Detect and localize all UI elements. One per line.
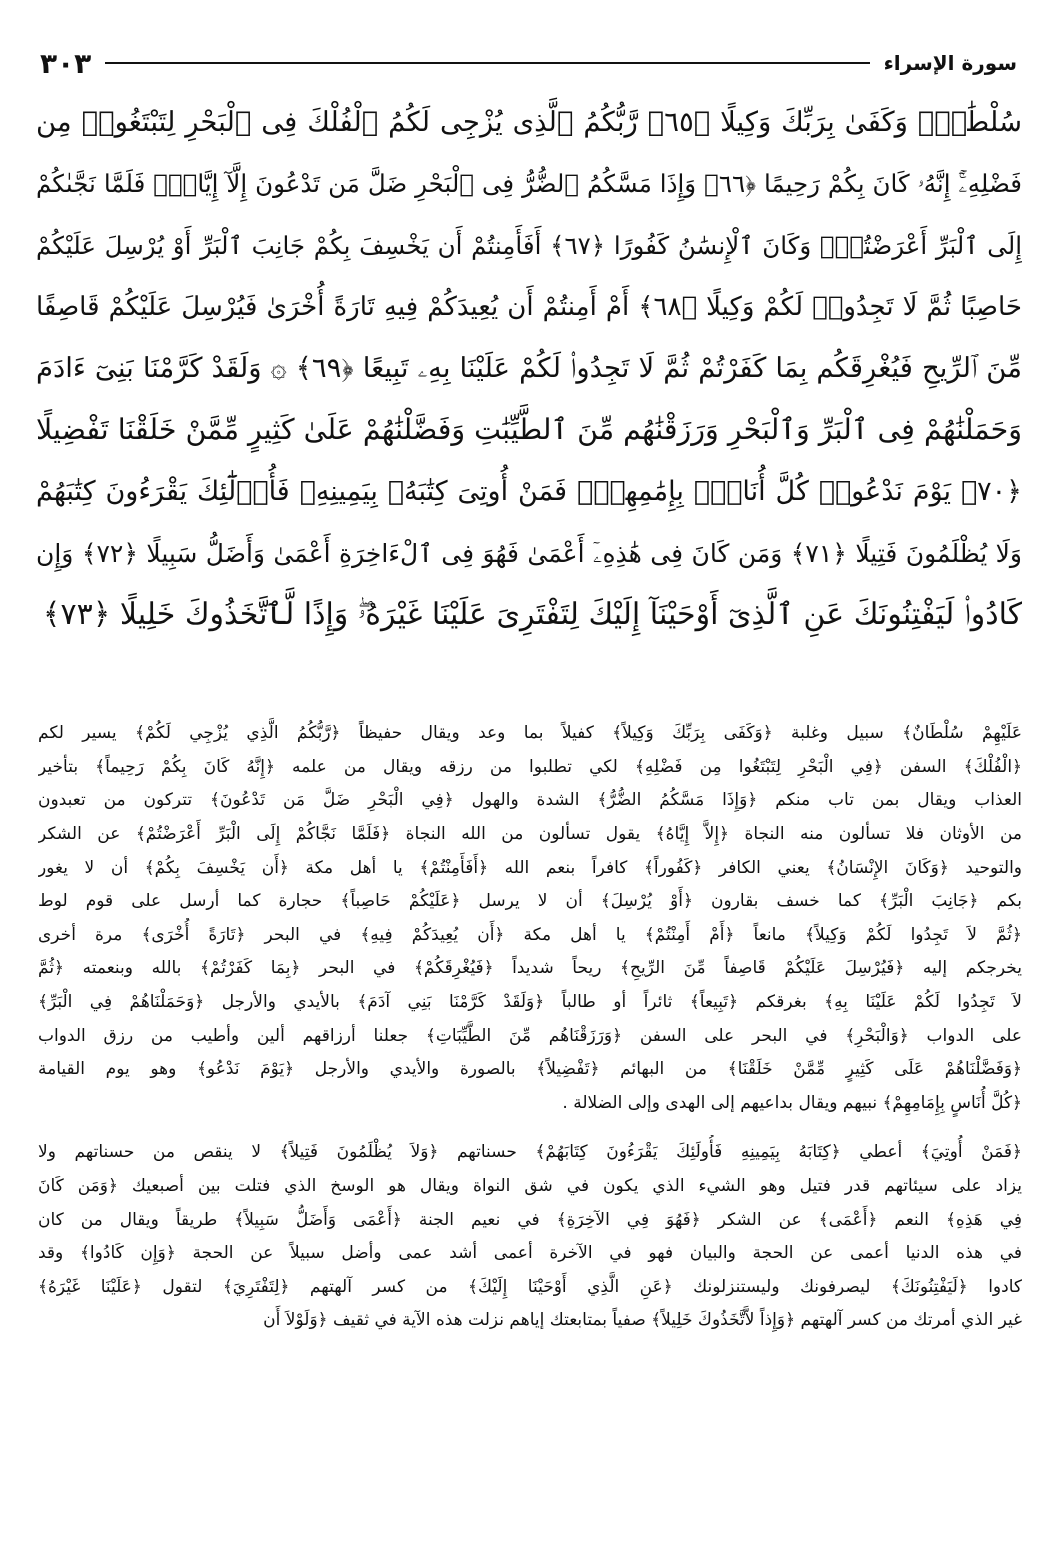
tafsir-line-text: بكم ﴿جَانِبَ الْبَرِّ﴾ كما خسف بقارون ﴿أَوْ يُرْسِلَ﴾ أن لا يرسل ﴿عَلَيْكُمْ حَاصِباً﴾ حجارة كما أرسل على قوم لوط — [38, 891, 1022, 912]
tafsir-line-text: كادوا ﴿لَيَفْتِنُونَكَ﴾ ليصرفونك وليستنزلونك ﴿عَنِ الَّذِي أَوْحَيْنَا إِلَيْكَ﴾ من كسر آلهتهم ﴿لِتَفْتَرِيَ﴾ لتقول ﴿عَلَيْنَا غَيْرَهُ﴾ — [38, 1276, 1022, 1297]
quran-line — [36, 92, 1022, 154]
surah-name: سورة الإسراء — [883, 51, 1017, 75]
tafsir-paragraph-2 — [38, 1135, 1022, 1337]
tafsir-line — [38, 1052, 1022, 1086]
tafsir-line-text: غير الذي أمرتك من كسر آلهتهم ﴿وَإِذاً لاَّتَّخَذُوكَ خَلِيلاً﴾ صفياً بمتابعتك إياهم نزلت هذه الآية في ثقيف ﴿وَلَوْلاَ أَن — [263, 1310, 1022, 1331]
tafsir-line — [38, 783, 1022, 817]
paragraph-gap — [38, 1125, 1022, 1135]
tafsir-line-text: في هذه الدنيا أعمى عن الحجة والبيان فهو في الآخرة أعمى أشد عمى وأضل سبيلاً عن الحجة ﴿وَإِن كَادُوا﴾ وقد — [38, 1243, 1022, 1264]
tafsir-line — [38, 918, 1022, 952]
tafsir-line-text: يزاد على سيئاتهم قدر فتيل وهو الشيء الذي يكون في شق النواة ويقال هو الوسخ الذي فتلت بين أصبعيك ﴿وَمَن كَانَ — [38, 1176, 1022, 1197]
tafsir-line-text: ﴿كُلَّ أُنَاسٍ بِإِمَامِهِمْ﴾ نبيهم ويقال بداعيهم إلى الهدى وإلى الضلالة . — [562, 1092, 1022, 1113]
quran-line-text: إِلَى ٱلْبَرِّ أَعْرَضْتُمْۚ وَكَانَ ٱلْإِنسَٰنُ كَفُورًا ﴿٦٧﴾ أَفَأَمِنتُمْ أَن يَخْسِفَ بِكُمْ جَانِبَ ٱلْبَرِّ أَوْ يُرْسِلَ عَلَيْكُمْ — [36, 230, 1022, 260]
quran-line-text: سُلْطَٰنٌۚ وَكَفَىٰ بِرَبِّكَ وَكِيلًا ﴿٦٥﴾ رَّبُّكُمُ ٱلَّذِى يُزْجِى لَكُمُ ٱلْفُلْكَ فِى ٱلْبَحْرِ لِتَبْتَغُوا۟ مِن — [36, 106, 1022, 138]
quran-line — [36, 215, 1022, 277]
tafsir-line — [38, 1236, 1022, 1270]
quran-line-text: وَحَمَلْنَٰهُمْ فِى ٱلْبَرِّ وَٱلْبَحْرِ وَرَزَقْنَٰهُم مِّنَ ٱلطَّيِّبَٰتِ وَفَضَّلْنَٰهُمْ عَلَىٰ كَثِيرٍ مِّمَّنْ خَلَقْنَا تَفْضِيلًا — [36, 413, 1022, 446]
quran-line — [36, 461, 1022, 523]
tafsir-line — [38, 1202, 1022, 1236]
tafsir-paragraph-1 — [38, 716, 1022, 1119]
tafsir-line-text: على الدواب ﴿وَالْبَحْرِ﴾ في البحر على السفن ﴿وَرَزَقْنَاهُم مِّنَ الطَّيِّبَاتِ﴾ جعلنا أرزاقهم ألين وأطيب من رزق الدواب — [38, 1025, 1022, 1046]
tafsir-line-text: والتوحيد ﴿وَكَانَ الإِنْسَانُ﴾ يعني الكافر ﴿كَفُوراً﴾ كافراً بنعم الله ﴿أَفَأَمِنْتُمْ﴾ يا أهل مكة ﴿أَن يَخْسِفَ بِكُمْ﴾ أن لا يغور — [38, 857, 1022, 878]
page-number: ٣٠٣ — [40, 46, 92, 80]
tafsir-line-text: يخرجكم إليه ﴿فَيُرْسِلَ عَلَيْكُمْ قَاصِفاً مِّنَ الرِّيحِ﴾ ريحاً شديداً ﴿فَيُغْرِقَكُمْ﴾ في البحر ﴿بِمَا كَفَرْتُمْ﴾ بالله وبنعمته ﴿ثُمَّ — [38, 958, 1022, 979]
tafsir-line — [38, 1169, 1022, 1203]
tafsir-line — [38, 750, 1022, 784]
tafsir-line — [38, 985, 1022, 1019]
tafsir-line-text: عَلَيْهِمْ سُلْطَانٌ﴾ سبيل وغلبة ﴿وَكَفَى بِرَبِّكَ وَكِيلاً﴾ كفيلاً بما وعد ويقال حفيظاً ﴿رَّبُّكُمُ الَّذِي يُزْجِي لَكُمْ﴾ يسير لكم — [38, 723, 1022, 744]
tafsir-line — [38, 1270, 1022, 1304]
tafsir-line — [38, 850, 1022, 884]
tafsir-line — [38, 817, 1022, 851]
tafsir-line — [38, 1303, 1022, 1337]
tafsir-line-text: ﴿الْفُلْكَ﴾ السفن ﴿فِي الْبَحْرِ لِتَبْتَغُوا مِن فَضْلِهِ﴾ لكي تطلبوا من رزقه ويقال من علمه ﴿إِنَّهُ كَانَ بِكُمْ رَحِيماً﴾ بتأخير — [38, 756, 1022, 777]
quran-line — [36, 584, 1022, 646]
header-rule — [105, 62, 869, 64]
quran-line-text: مِّنَ ٱلرِّيحِ فَيُغْرِقَكُم بِمَا كَفَرْتُمْ ثُمَّ لَا تَجِدُوا۟ لَكُمْ عَلَيْنَا بِهِۦ تَبِيعًا ﴿٦٩﴾ ۞ وَلَقَدْ كَرَّمْنَا بَنِىٓ ءَادَمَ — [36, 352, 1022, 384]
quran-line — [36, 338, 1022, 400]
quran-line-text: وَلَا يُظْلَمُونَ فَتِيلًا ﴿٧١﴾ وَمَن كَانَ فِى هَٰذِهِۦٓ أَعْمَىٰ فَهُوَ فِى ٱلْءَاخِرَةِ أَعْمَىٰ وَأَضَلُّ سَبِيلًا ﴿٧٢﴾ وَإِن — [36, 538, 1022, 568]
quran-text-block — [36, 92, 1022, 646]
page-header — [40, 40, 1017, 86]
tafsir-line — [38, 884, 1022, 918]
tafsir-line-text: ﴿ثُمَّ لاَ تَجِدُوا لَكُمْ وَكِيلاً﴾ مانعاً ﴿أَمْ أَمِنْتُمْ﴾ يا أهل مكة ﴿أَن يُعِيدَكُمْ فِيهِ﴾ في البحر ﴿تَارَةً أُخْرَى﴾ مرة أخرى — [38, 924, 1022, 945]
tafsir-line — [38, 1135, 1022, 1169]
tafsir-line-text: ﴿وَفَضَّلْنَاهُمْ عَلَى كَثِيرٍ مِّمَّنْ خَلَقْنَا﴾ من البهائم ﴿تَفْضِيلاً﴾ بالصورة والأيدي والأرجل ﴿يَوْمَ نَدْعُو﴾ وهو يوم القيامة — [38, 1059, 1022, 1080]
tafsir-line-text: ﴿فَمَنْ أُوتِيَ﴾ أعطي ﴿كِتَابَهُ بِيَمِينِهِ فَأُولَئِكَ يَقْرَءُونَ كِتَابَهُمْ﴾ حسناتهم ﴿وَلاَ يُظْلَمُونَ فَتِيلاً﴾ لا ينقص من حسناتهم ولا — [38, 1142, 1022, 1163]
tafsir-line-text: العذاب ويقال بمن تاب منكم ﴿وَإِذَا مَسَّكُمُ الضُّرُّ﴾ الشدة والهول ﴿فِي الْبَحْرِ ضَلَّ مَن تَدْعُونَ﴾ تتركون من تعبدون — [38, 790, 1022, 811]
tafsir-line — [38, 951, 1022, 985]
tafsir-block — [38, 716, 1022, 1343]
tafsir-line-text: لاَ تَجِدُوا لَكُمْ عَلَيْنَا بِهِ﴾ بغرقكم ﴿تَبِيعاً﴾ ثائراً أو طالباً ﴿وَلَقَدْ كَرَّمْنَا بَنِي آدَمَ﴾ بالأيدي والأرجل ﴿وَحَمَلْنَاهُمْ فِي الْبَرِّ﴾ — [38, 992, 1022, 1013]
tafsir-line — [38, 716, 1022, 750]
tafsir-line-text: من الأوثان فلا تسألون منه النجاة ﴿إِلاَّ إِيَّاهُ﴾ يقول تسألون من الله النجاة ﴿فَلَمَّا نَجَّاكُمْ إِلَى الْبَرِّ أَعْرَضْتُمْ﴾ عن الشكر — [38, 824, 1022, 845]
quran-line — [36, 277, 1022, 339]
quran-line — [36, 400, 1022, 462]
quran-line — [36, 523, 1022, 585]
tafsir-line-text: فِي هَذِهِ﴾ النعم ﴿أَعْمَى﴾ عن الشكر ﴿فَهُوَ فِي الآخِرَةِ﴾ في نعيم الجنة ﴿أَعْمَى وَأَضَلُّ سَبِيلاً﴾ طريقاً ويقال من كان — [38, 1209, 1022, 1230]
quran-line — [36, 154, 1022, 216]
quran-line-text: كَادُوا۟ لَيَفْتِنُونَكَ عَنِ ٱلَّذِىٓ أَوْحَيْنَآ إِلَيْكَ لِتَفْتَرِىَ عَلَيْنَا غَيْرَهُۥۖ وَإِذًا لَّٱتَّخَذُوكَ خَلِيلًا ﴿٧٣﴾ — [42, 596, 1022, 632]
quran-line-text: ﴿٧٠﴾ يَوْمَ نَدْعُوا۟ كُلَّ أُنَاسٍۭ بِإِمَٰمِهِمْۖ فَمَنْ أُوتِىَ كِتَٰبَهُۥ بِيَمِينِهِۦ فَأُو۟لَٰٓئِكَ يَقْرَءُونَ كِتَٰبَهُمْ — [36, 476, 1022, 508]
tafsir-line — [38, 1086, 1022, 1120]
quran-line-text: حَاصِبًا ثُمَّ لَا تَجِدُوا۟ لَكُمْ وَكِيلًا ﴿٦٨﴾ أَمْ أَمِنتُمْ أَن يُعِيدَكُمْ فِيهِ تَارَةً أُخْرَىٰ فَيُرْسِلَ عَلَيْكُمْ قَاصِفًا — [36, 292, 1022, 323]
tafsir-line — [38, 1018, 1022, 1052]
quran-line-text: فَضْلِهِۦٓۚ إِنَّهُۥ كَانَ بِكُمْ رَحِيمًا ﴿٦٦﴾ وَإِذَا مَسَّكُمُ ٱلضُّرُّ فِى ٱلْبَحْرِ ضَلَّ مَن تَدْعُونَ إِلَّآ إِيَّاهُۖ فَلَمَّا نَجَّىٰكُمْ — [36, 169, 1022, 198]
